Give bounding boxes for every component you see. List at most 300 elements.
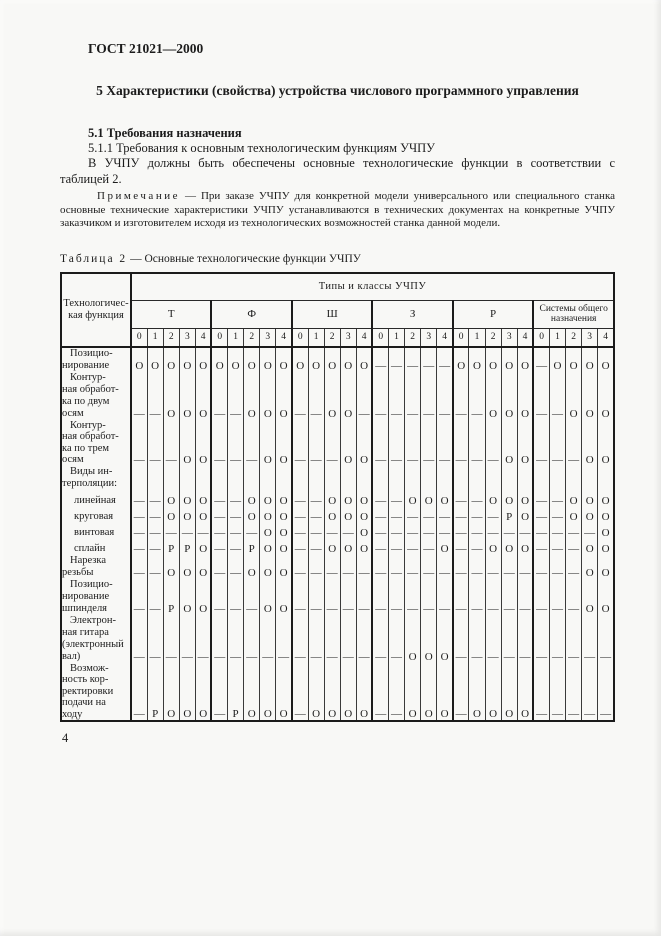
class-number-header: 2 <box>485 328 501 347</box>
table-cell: — <box>421 555 437 579</box>
table-cell: О <box>276 579 292 615</box>
table-cell: — <box>533 663 549 722</box>
table-cell: О <box>211 347 227 372</box>
table-cell: О <box>340 420 356 466</box>
table-cell: — <box>211 615 227 663</box>
table-cell: О <box>437 615 453 663</box>
table-cell: — <box>453 615 469 663</box>
table-cell: — <box>485 615 501 663</box>
table-cell: О <box>260 347 276 372</box>
table-cell: — <box>308 579 324 615</box>
table-row <box>61 579 614 615</box>
function-label: винтовая <box>61 523 131 539</box>
table-cell: О <box>260 523 276 539</box>
table-cell <box>566 466 582 491</box>
table-cell: — <box>372 491 388 507</box>
table-cell <box>228 466 244 491</box>
table-cell: — <box>389 523 405 539</box>
table-cell: О <box>485 663 501 722</box>
table-caption <box>60 252 615 266</box>
table-cell: О <box>163 372 179 420</box>
table-cell: О <box>356 491 372 507</box>
table-cell: Р <box>163 579 179 615</box>
table-cell: О <box>453 347 469 372</box>
table-cell: О <box>163 663 179 722</box>
table-cell: — <box>582 663 598 722</box>
table-cell: — <box>292 539 308 555</box>
table-cell: — <box>469 523 485 539</box>
table-cell: О <box>179 372 195 420</box>
table-cell: О <box>244 347 260 372</box>
table-cell: — <box>228 539 244 555</box>
table-cell: — <box>244 579 260 615</box>
table-cell <box>372 466 388 491</box>
table-cell: — <box>372 615 388 663</box>
table-cell: О <box>485 491 501 507</box>
table-cell: — <box>405 420 421 466</box>
table-cell: — <box>211 491 227 507</box>
table-cell: — <box>533 507 549 523</box>
table-cell: — <box>566 523 582 539</box>
table-cell: О <box>244 507 260 523</box>
table-cell: — <box>308 615 324 663</box>
table-cell: — <box>453 420 469 466</box>
table-cell: — <box>372 663 388 722</box>
table-cell: — <box>533 615 549 663</box>
table-cell <box>405 466 421 491</box>
table-cell: — <box>469 615 485 663</box>
table-cell: О <box>324 663 340 722</box>
table-cell: О <box>163 555 179 579</box>
table-cell: — <box>549 663 565 722</box>
table-cell: О <box>179 555 195 579</box>
table-cell: — <box>566 579 582 615</box>
table-cell: — <box>324 579 340 615</box>
table-cell: О <box>598 507 614 523</box>
table-cell: О <box>163 507 179 523</box>
table-cell: — <box>405 372 421 420</box>
table-cell: О <box>582 372 598 420</box>
table-cell: О <box>549 347 565 372</box>
table-cell: О <box>195 663 211 722</box>
table-cell: — <box>469 539 485 555</box>
table-cell: — <box>549 539 565 555</box>
table-cell: — <box>421 372 437 420</box>
function-label: круговая <box>61 507 131 523</box>
table-cell: — <box>469 491 485 507</box>
table-row <box>61 555 614 579</box>
table-cell: — <box>372 420 388 466</box>
table-cell: О <box>598 420 614 466</box>
table-cell: — <box>372 372 388 420</box>
table-cell: О <box>598 491 614 507</box>
table-cell: — <box>228 507 244 523</box>
table-cell: — <box>244 615 260 663</box>
table-cell: Р <box>501 507 517 523</box>
table-cell: — <box>195 615 211 663</box>
table-cell: О <box>131 347 147 372</box>
table-cell: — <box>340 555 356 579</box>
table-cell: — <box>566 539 582 555</box>
table-cell: О <box>501 347 517 372</box>
table-cell: — <box>453 523 469 539</box>
table-head <box>61 273 614 347</box>
table-cell <box>211 466 227 491</box>
table-cell: — <box>469 372 485 420</box>
table-cell: — <box>228 579 244 615</box>
table-cell: — <box>421 420 437 466</box>
table-cell: — <box>533 347 549 372</box>
table-cell: — <box>356 579 372 615</box>
table-cell: — <box>389 615 405 663</box>
table-cell: О <box>260 663 276 722</box>
header-row-groups <box>61 300 614 328</box>
table-cell: — <box>131 507 147 523</box>
function-label: Виды ин- терполяции: <box>61 466 131 491</box>
table-cell: О <box>195 579 211 615</box>
table-cell: — <box>147 507 163 523</box>
table-cell: — <box>453 555 469 579</box>
table-cell: — <box>372 579 388 615</box>
group-header: Системы общего назначения <box>533 300 614 328</box>
table-cell: О <box>517 663 533 722</box>
table-cell: — <box>147 555 163 579</box>
table-cell: О <box>276 347 292 372</box>
class-number-header: 3 <box>260 328 276 347</box>
function-label: Позицио- нирование <box>61 347 131 372</box>
table-cell: — <box>163 523 179 539</box>
subsection-heading: 5.1 Требования назначения <box>88 126 242 140</box>
table-cell: — <box>276 615 292 663</box>
table-cell: О <box>517 491 533 507</box>
class-number-header: 1 <box>389 328 405 347</box>
table-cell: О <box>195 539 211 555</box>
table-row <box>61 539 614 555</box>
table-cell: — <box>517 615 533 663</box>
table-cell: О <box>501 539 517 555</box>
table-cell: О <box>405 491 421 507</box>
table-cell: О <box>260 579 276 615</box>
table-cell: О <box>244 491 260 507</box>
table-cell: — <box>517 523 533 539</box>
table-cell: — <box>437 579 453 615</box>
function-label: Электрон- ная гитара (электронный вал) <box>61 615 131 663</box>
class-number-header: 1 <box>308 328 324 347</box>
table-cell: О <box>582 507 598 523</box>
table-cell: О <box>598 539 614 555</box>
table-cell <box>437 466 453 491</box>
table-cell: — <box>324 615 340 663</box>
table-cell: О <box>517 539 533 555</box>
table-cell: — <box>324 555 340 579</box>
class-number-header: 0 <box>453 328 469 347</box>
table-cell: — <box>405 523 421 539</box>
table-cell: — <box>131 579 147 615</box>
table-cell: О <box>179 507 195 523</box>
table-cell: О <box>276 523 292 539</box>
class-number-header: 1 <box>549 328 565 347</box>
table-cell: О <box>276 507 292 523</box>
table-cell <box>453 466 469 491</box>
table-cell: О <box>566 347 582 372</box>
table-body <box>61 347 614 722</box>
class-number-header: 0 <box>211 328 227 347</box>
table-cell: — <box>437 555 453 579</box>
table-cell <box>421 466 437 491</box>
table-cell: — <box>147 420 163 466</box>
group-header: З <box>372 300 452 328</box>
table-cell: — <box>260 615 276 663</box>
table-cell: О <box>517 347 533 372</box>
table-cell: — <box>485 420 501 466</box>
table-cell: О <box>195 507 211 523</box>
class-number-header: 2 <box>566 328 582 347</box>
table-cell <box>340 466 356 491</box>
table-cell: — <box>469 507 485 523</box>
table-cell: О <box>437 491 453 507</box>
table-cell: — <box>501 523 517 539</box>
table-cell: О <box>340 347 356 372</box>
table-cell: — <box>356 555 372 579</box>
table-cell: О <box>244 663 260 722</box>
table-cell: — <box>405 539 421 555</box>
table-cell: — <box>244 420 260 466</box>
class-number-header: 2 <box>405 328 421 347</box>
table-cell: — <box>372 555 388 579</box>
table-cell: О <box>179 579 195 615</box>
table-cell: О <box>276 539 292 555</box>
table-row <box>61 347 614 372</box>
table-cell: — <box>566 555 582 579</box>
table-cell: — <box>566 663 582 722</box>
table-cell: О <box>582 347 598 372</box>
table-cell: — <box>453 507 469 523</box>
table-cell: О <box>260 491 276 507</box>
table-cell: — <box>292 372 308 420</box>
table-cell: — <box>292 523 308 539</box>
class-number-header: 0 <box>131 328 147 347</box>
table-cell: — <box>437 507 453 523</box>
table-cell: — <box>549 420 565 466</box>
table-cell: — <box>549 523 565 539</box>
class-number-header: 0 <box>372 328 388 347</box>
table-cell: О <box>163 347 179 372</box>
table-cell: О <box>582 539 598 555</box>
table-cell <box>582 466 598 491</box>
table-cell: — <box>211 579 227 615</box>
table-cell: — <box>131 663 147 722</box>
table-cell: — <box>147 523 163 539</box>
table-cell: — <box>485 555 501 579</box>
table-cell: — <box>228 372 244 420</box>
table-cell: — <box>324 420 340 466</box>
table-cell: — <box>421 539 437 555</box>
body-paragraph: В УЧПУ должны быть обеспечены основные технологические функции в соответствии с таблицей 2. <box>60 156 615 186</box>
table-cell: — <box>598 615 614 663</box>
table-cell: — <box>211 539 227 555</box>
table-cell: — <box>228 420 244 466</box>
table-cell: О <box>340 539 356 555</box>
table-cell <box>292 466 308 491</box>
table-cell: — <box>533 420 549 466</box>
table-cell: — <box>469 555 485 579</box>
class-number-header: 4 <box>276 328 292 347</box>
table-cell <box>356 466 372 491</box>
table-cell: О <box>356 420 372 466</box>
table-cell: — <box>549 615 565 663</box>
table-cell: О <box>340 491 356 507</box>
table-cell: О <box>308 663 324 722</box>
table-cell: О <box>292 347 308 372</box>
table-cell: Р <box>147 663 163 722</box>
table-cell: О <box>437 663 453 722</box>
table-cell <box>179 466 195 491</box>
table-cell: — <box>437 347 453 372</box>
class-number-header: 1 <box>228 328 244 347</box>
table-cell: — <box>211 555 227 579</box>
table-cell: — <box>308 539 324 555</box>
table-cell: — <box>211 372 227 420</box>
table-cell: О <box>501 420 517 466</box>
table-cell: — <box>292 555 308 579</box>
class-number-header: 3 <box>179 328 195 347</box>
table-cell: — <box>533 372 549 420</box>
table-cell: О <box>469 347 485 372</box>
table-cell <box>517 466 533 491</box>
column-header-function: Технологичес- кая функция <box>61 273 131 347</box>
class-number-header: 4 <box>437 328 453 347</box>
table-cell: О <box>582 491 598 507</box>
table-cell: О <box>324 507 340 523</box>
table-cell: О <box>340 372 356 420</box>
table-cell: О <box>260 420 276 466</box>
header-row-span <box>61 273 614 301</box>
table-cell: О <box>437 539 453 555</box>
table-cell: — <box>131 555 147 579</box>
table-row <box>61 420 614 466</box>
table-cell: — <box>501 579 517 615</box>
table-cell: О <box>598 579 614 615</box>
function-label: сплайн <box>61 539 131 555</box>
table-cell: — <box>421 579 437 615</box>
table-cell: — <box>131 491 147 507</box>
table-cell: — <box>389 372 405 420</box>
table-cell <box>533 466 549 491</box>
table-caption-label: Таблица 2 <box>60 252 128 265</box>
table-cell: — <box>195 523 211 539</box>
table-cell: О <box>260 507 276 523</box>
table-cell: О <box>566 507 582 523</box>
table-cell: — <box>389 420 405 466</box>
table-cell: О <box>195 372 211 420</box>
table-cell: О <box>582 420 598 466</box>
clause-heading: 5.1.1 Требования к основным технологическим функциям УЧПУ <box>88 141 435 155</box>
table-row <box>61 491 614 507</box>
table-cell: — <box>211 507 227 523</box>
group-header: Ш <box>292 300 372 328</box>
table-cell: — <box>485 579 501 615</box>
table-cell: О <box>566 491 582 507</box>
table-cell <box>260 466 276 491</box>
table-cell: О <box>485 347 501 372</box>
table-cell: — <box>517 579 533 615</box>
table-cell: О <box>340 663 356 722</box>
table-cell: О <box>517 420 533 466</box>
table-cell: — <box>308 420 324 466</box>
table-cell: — <box>453 372 469 420</box>
table-cell: — <box>389 507 405 523</box>
table-cell <box>276 466 292 491</box>
table-caption-text: — Основные технологические функции УЧПУ <box>127 252 361 265</box>
table-cell: — <box>308 491 324 507</box>
functions-table <box>60 272 615 723</box>
table-cell: — <box>453 579 469 615</box>
table-cell <box>549 466 565 491</box>
table-cell: — <box>421 347 437 372</box>
table-cell: О <box>598 347 614 372</box>
table-cell: О <box>179 347 195 372</box>
note-label: Примечание <box>97 190 180 202</box>
class-number-header: 1 <box>147 328 163 347</box>
table-cell: — <box>211 420 227 466</box>
note-paragraph <box>60 190 615 231</box>
table-cell: О <box>566 372 582 420</box>
class-number-header: 2 <box>163 328 179 347</box>
table-cell: Р <box>228 663 244 722</box>
table-cell: О <box>421 491 437 507</box>
table-cell: — <box>356 615 372 663</box>
table-cell: — <box>405 507 421 523</box>
table-cell: — <box>340 579 356 615</box>
table-cell: О <box>195 420 211 466</box>
group-header: Р <box>453 300 533 328</box>
table-cell: О <box>195 347 211 372</box>
table-cell: О <box>356 539 372 555</box>
table-cell: — <box>292 420 308 466</box>
table-cell: — <box>324 523 340 539</box>
table-cell: О <box>324 491 340 507</box>
table-cell: О <box>598 523 614 539</box>
table-cell: — <box>292 507 308 523</box>
table-cell: — <box>453 491 469 507</box>
table-cell: О <box>421 663 437 722</box>
table-row <box>61 663 614 722</box>
table-cell: — <box>453 663 469 722</box>
class-number-header: 4 <box>517 328 533 347</box>
table-cell: — <box>131 372 147 420</box>
table-cell: О <box>405 663 421 722</box>
header-row-classes <box>61 328 614 347</box>
table-cell: — <box>163 420 179 466</box>
table-cell: О <box>501 491 517 507</box>
table-cell <box>389 466 405 491</box>
table-cell: — <box>501 555 517 579</box>
table-cell: — <box>549 555 565 579</box>
table-cell: — <box>228 491 244 507</box>
table-cell: — <box>372 507 388 523</box>
table-cell: — <box>228 523 244 539</box>
class-number-header: 2 <box>244 328 260 347</box>
table-cell: — <box>533 579 549 615</box>
table-cell: — <box>179 615 195 663</box>
table-cell: О <box>179 491 195 507</box>
table-cell: — <box>549 507 565 523</box>
table-cell: О <box>485 372 501 420</box>
class-number-header: 2 <box>324 328 340 347</box>
table-cell: О <box>244 555 260 579</box>
table-cell: — <box>566 615 582 663</box>
table-cell: Р <box>163 539 179 555</box>
